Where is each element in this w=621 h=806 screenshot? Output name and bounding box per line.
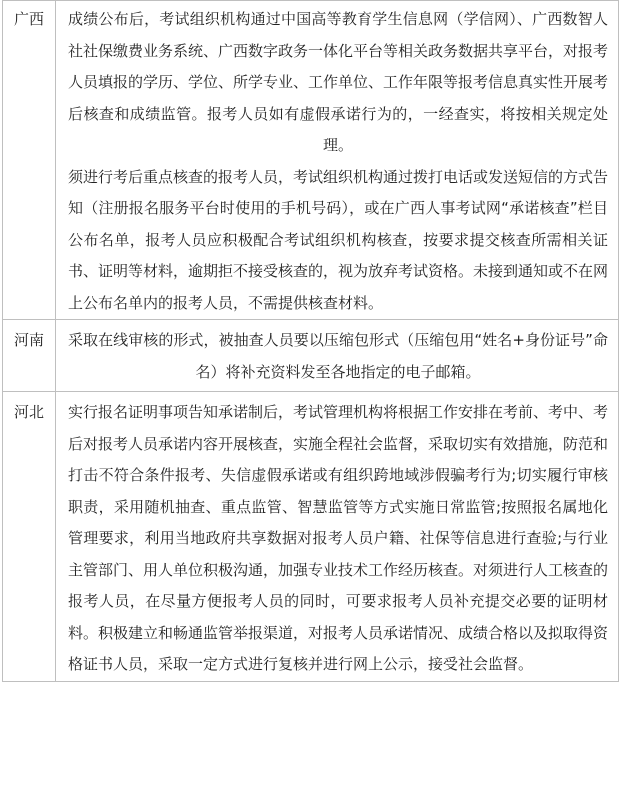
region-cell: 河南	[3, 320, 56, 392]
verification-table	[2, 0, 619, 682]
region-cell: 河北	[3, 392, 56, 682]
content-cell	[56, 392, 619, 682]
paragraph: 须进行考后重点核查的报考人员，考试组织机构通过拨打电话或发送短信的方式告知（注册报名服务平台时使用的手机号码），或在广西人事考试网“承诺核查”栏目公布名单，报考人员应积极配合考试组织机构核查，按要求提交核查所需相关证书、证明等材料，逾期拒不接受核查的，视为放弃考试资格。未接到通知或不在网上公布名单内的报考人员，不需提供核查材料。	[68, 167, 609, 312]
content-cell	[56, 1, 619, 320]
region-cell: 广西	[3, 1, 56, 320]
paragraph: 实行报名证明事项告知承诺制后，考试管理机构将根据工作安排在考前、考中、考后对报考人员承诺内容开展核查，实施全程社会监督，采取切实有效措施，防范和打击不符合条件报考、失信虚假承诺或有组织跨地域涉假骗考行为;切实履行审核职责，采用随机抽查、重点监管、智慧监管等方式实施日常监管;按照报名属地化管理要求，利用当地政府共享数据对报考人员户籍、社保等信息进行查验;与行业主管部门、用人单位积极沟通，加强专业技术工作经历核查。对须进行人工核查的报考人员，在尽量方便报考人员的同时，可要求报考人员补充提交必要的证明材料。积极建立和畅通监管举报渠道，对报考人员承诺情况、成绩合格以及拟取得资格证书人员，采取一定方式进行复核并进行网上公示，接受社会监督。	[68, 403, 609, 673]
paragraph: 采取在线审核的形式，被抽查人员要以压缩包形式（压缩包用“姓名+身份证号”命名）将补充资料发至各地指定的电子邮箱。	[68, 331, 608, 381]
content-cell	[56, 320, 619, 392]
paragraph: 成绩公布后，考试组织机构通过中国高等教育学生信息网（学信网）、广西数智人社社保缴费业务系统、广西数字政务一体化平台等相关政务数据共享平台，对报考人员填报的学历、学位、所学专业、工作单位、工作年限等报考信息真实性开展考后核查和成绩监管。报考人员如有虚假承诺行为的，一经查实，将按相关规定处理。	[68, 10, 609, 154]
table-row-hebei	[3, 392, 619, 682]
table-row-henan	[3, 320, 619, 392]
table-row-guangxi	[3, 1, 619, 320]
